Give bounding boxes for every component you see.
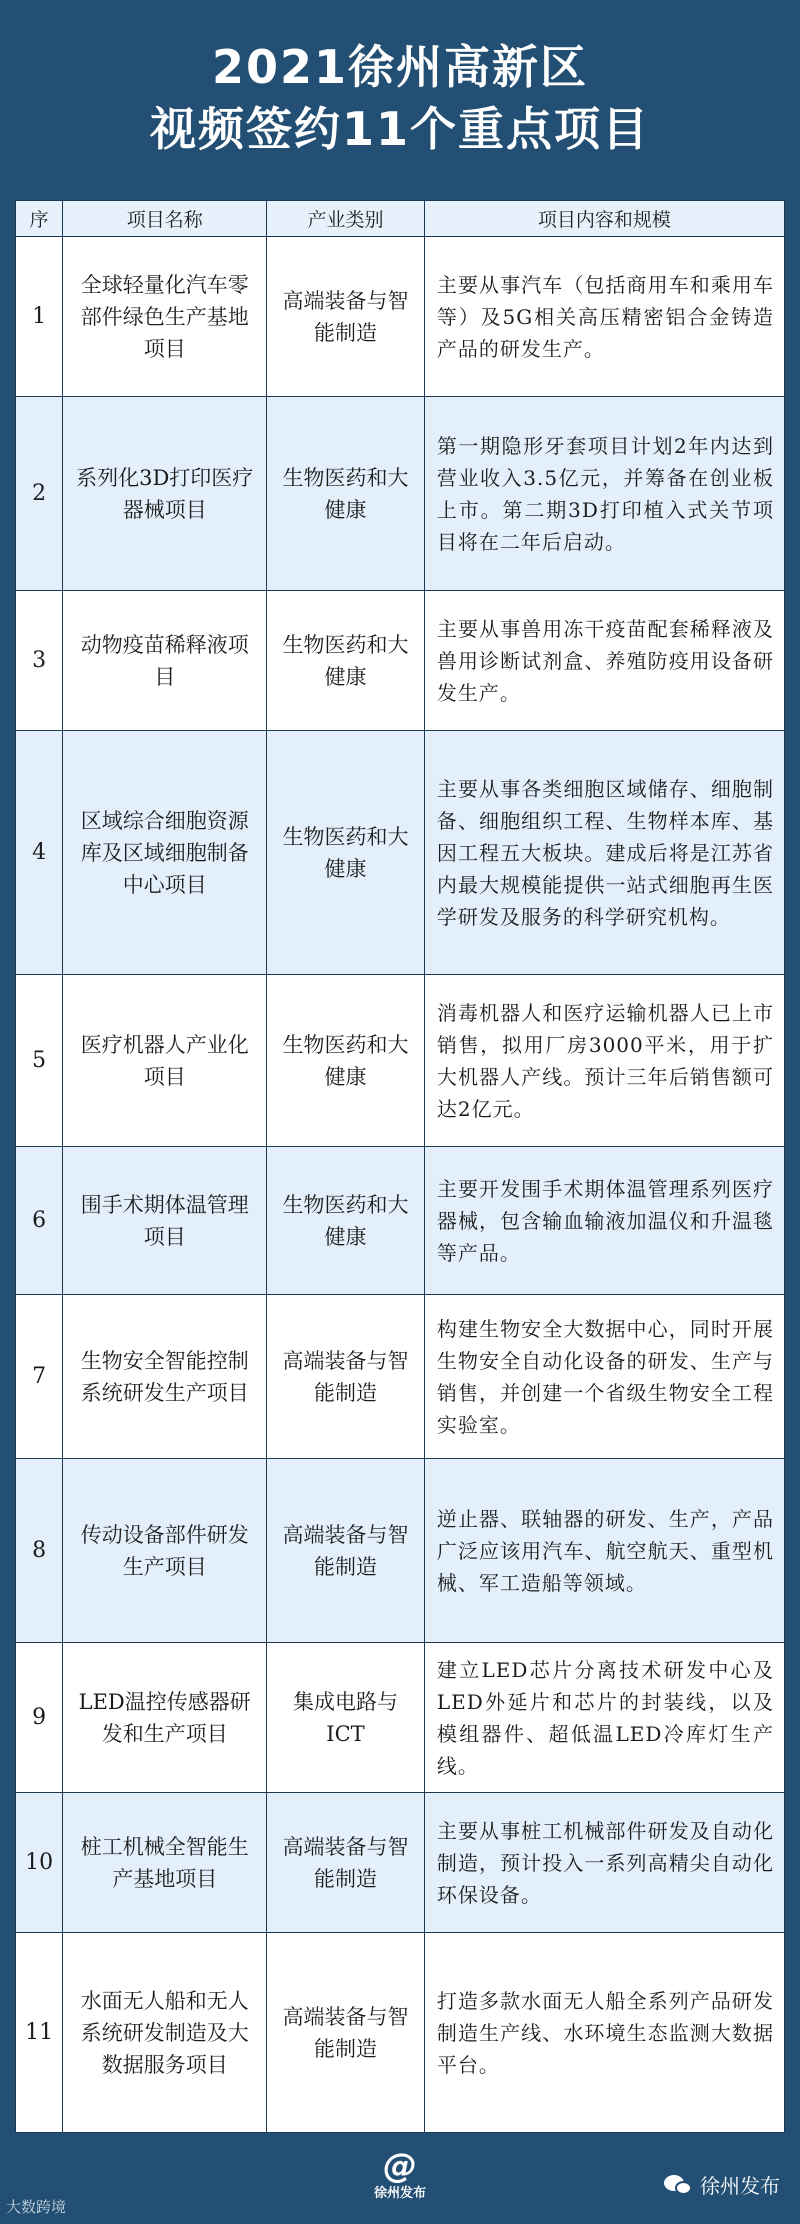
project-category: 高端装备与智能制造: [267, 1295, 425, 1459]
row-number: 10: [16, 1793, 63, 1933]
project-category: 生物医药和大健康: [267, 397, 425, 591]
project-content: 第一期隐形牙套项目计划2年内达到营业收入3.5亿元，并筹备在创业板上市。第二期3D打印植入式关节项目将在二年后启动。: [424, 397, 784, 591]
footer-logo: [350, 2146, 450, 2210]
header-name: 项目名称: [63, 201, 267, 237]
project-category: 生物医药和大健康: [267, 731, 425, 975]
project-category: 生物医药和大健康: [267, 975, 425, 1147]
table-row: [16, 731, 785, 975]
project-category: 高端装备与智能制造: [267, 237, 425, 397]
project-category: 生物医药和大健康: [267, 1147, 425, 1295]
project-content: 构建生物安全大数据中心，同时开展生物安全自动化设备的研发、生产与销售，并创建一个省级生物安全工程实验室。: [424, 1295, 784, 1459]
table-row: [16, 1459, 785, 1643]
project-content: 主要从事各类细胞区域储存、细胞制备、细胞组织工程、生物样本库、基因工程五大板块。建成后将是江苏省内最大规模能提供一站式细胞再生医学研发及服务的科学研究机构。: [424, 731, 784, 975]
project-category: 高端装备与智能制造: [267, 1459, 425, 1643]
project-content: 主要开发围手术期体温管理系列医疗器械，包含输血输液加温仪和升温毯等产品。: [424, 1147, 784, 1295]
row-number: 1: [16, 237, 63, 397]
project-content: 建立LED芯片分离技术研发中心及LED外延片和芯片的封装线，以及模组器件、超低温LED冷库灯生产线。: [424, 1643, 784, 1793]
project-content: 打造多款水面无人船全系列产品研发制造生产线、水环境生态监测大数据平台。: [424, 1933, 784, 2133]
project-content: 主要从事桩工机械部件研发及自动化制造，预计投入一系列高精尖自动化环保设备。: [424, 1793, 784, 1933]
row-number: 8: [16, 1459, 63, 1643]
table-row: [16, 1295, 785, 1459]
row-number: 4: [16, 731, 63, 975]
table-row: [16, 237, 785, 397]
project-name: 围手术期体温管理项目: [63, 1147, 267, 1295]
project-name: 区域综合细胞资源库及区域细胞制备中心项目: [63, 731, 267, 975]
logo-text: 徐州发布: [373, 2186, 426, 2201]
header-content: 项目内容和规模: [424, 201, 784, 237]
project-category: 集成电路与ICT: [267, 1643, 425, 1793]
wechat-icon: [664, 2173, 694, 2197]
table-row: [16, 1643, 785, 1793]
title-line-1: 2021徐州高新区: [211, 40, 589, 94]
left-watermark: 大数跨境: [6, 2198, 67, 2216]
page-title: [0, 36, 800, 160]
project-name: 医疗机器人产业化项目: [63, 975, 267, 1147]
header-no: 序: [16, 201, 63, 237]
logo-mark-icon: @: [383, 2146, 417, 2186]
project-content: 主要从事汽车（包括商用车和乘用车等）及5G相关高压精密铝合金铸造产品的研发生产。: [424, 237, 784, 397]
table-row: [16, 975, 785, 1147]
project-content: 逆止器、联轴器的研发、生产，产品广泛应该用汽车、航空航天、重型机械、军工造船等领域。: [424, 1459, 784, 1643]
row-number: 11: [16, 1933, 63, 2133]
project-content: 主要从事兽用冻干疫苗配套稀释液及兽用诊断试剂盒、养殖防疫用设备研发生产。: [424, 591, 784, 731]
project-name: LED温控传感器研发和生产项目: [63, 1643, 267, 1793]
project-name: 水面无人船和无人系统研发制造及大数据服务项目: [63, 1933, 267, 2133]
row-number: 7: [16, 1295, 63, 1459]
project-name: 系列化3D打印医疗器械项目: [63, 397, 267, 591]
project-category: 高端装备与智能制造: [267, 1793, 425, 1933]
header-category: 产业类别: [267, 201, 425, 237]
project-category: 高端装备与智能制造: [267, 1933, 425, 2133]
table-row: [16, 1147, 785, 1295]
project-category: 生物医药和大健康: [267, 591, 425, 731]
project-content: 消毒机器人和医疗运输机器人已上市销售，拟用厂房3000平米，用于扩大机器人产线。预计三年后销售额可达2亿元。: [424, 975, 784, 1147]
table-row: [16, 1793, 785, 1933]
row-number: 6: [16, 1147, 63, 1295]
row-number: 9: [16, 1643, 63, 1793]
project-name: 动物疫苗稀释液项目: [63, 591, 267, 731]
table-row: [16, 1933, 785, 2133]
projects-table: [15, 200, 785, 2133]
row-number: 5: [16, 975, 63, 1147]
row-number: 2: [16, 397, 63, 591]
title-line-2: 视频签约11个重点项目: [149, 102, 650, 156]
row-number: 3: [16, 591, 63, 731]
table-header-row: [16, 201, 785, 237]
project-name: 桩工机械全智能生产基地项目: [63, 1793, 267, 1933]
account-watermark: [664, 2170, 780, 2199]
table-row: [16, 397, 785, 591]
account-name: 徐州发布: [700, 2174, 780, 2198]
project-name: 传动设备部件研发生产项目: [63, 1459, 267, 1643]
project-name: 生物安全智能控制系统研发生产项目: [63, 1295, 267, 1459]
project-name: 全球轻量化汽车零部件绿色生产基地项目: [63, 237, 267, 397]
table-row: [16, 591, 785, 731]
